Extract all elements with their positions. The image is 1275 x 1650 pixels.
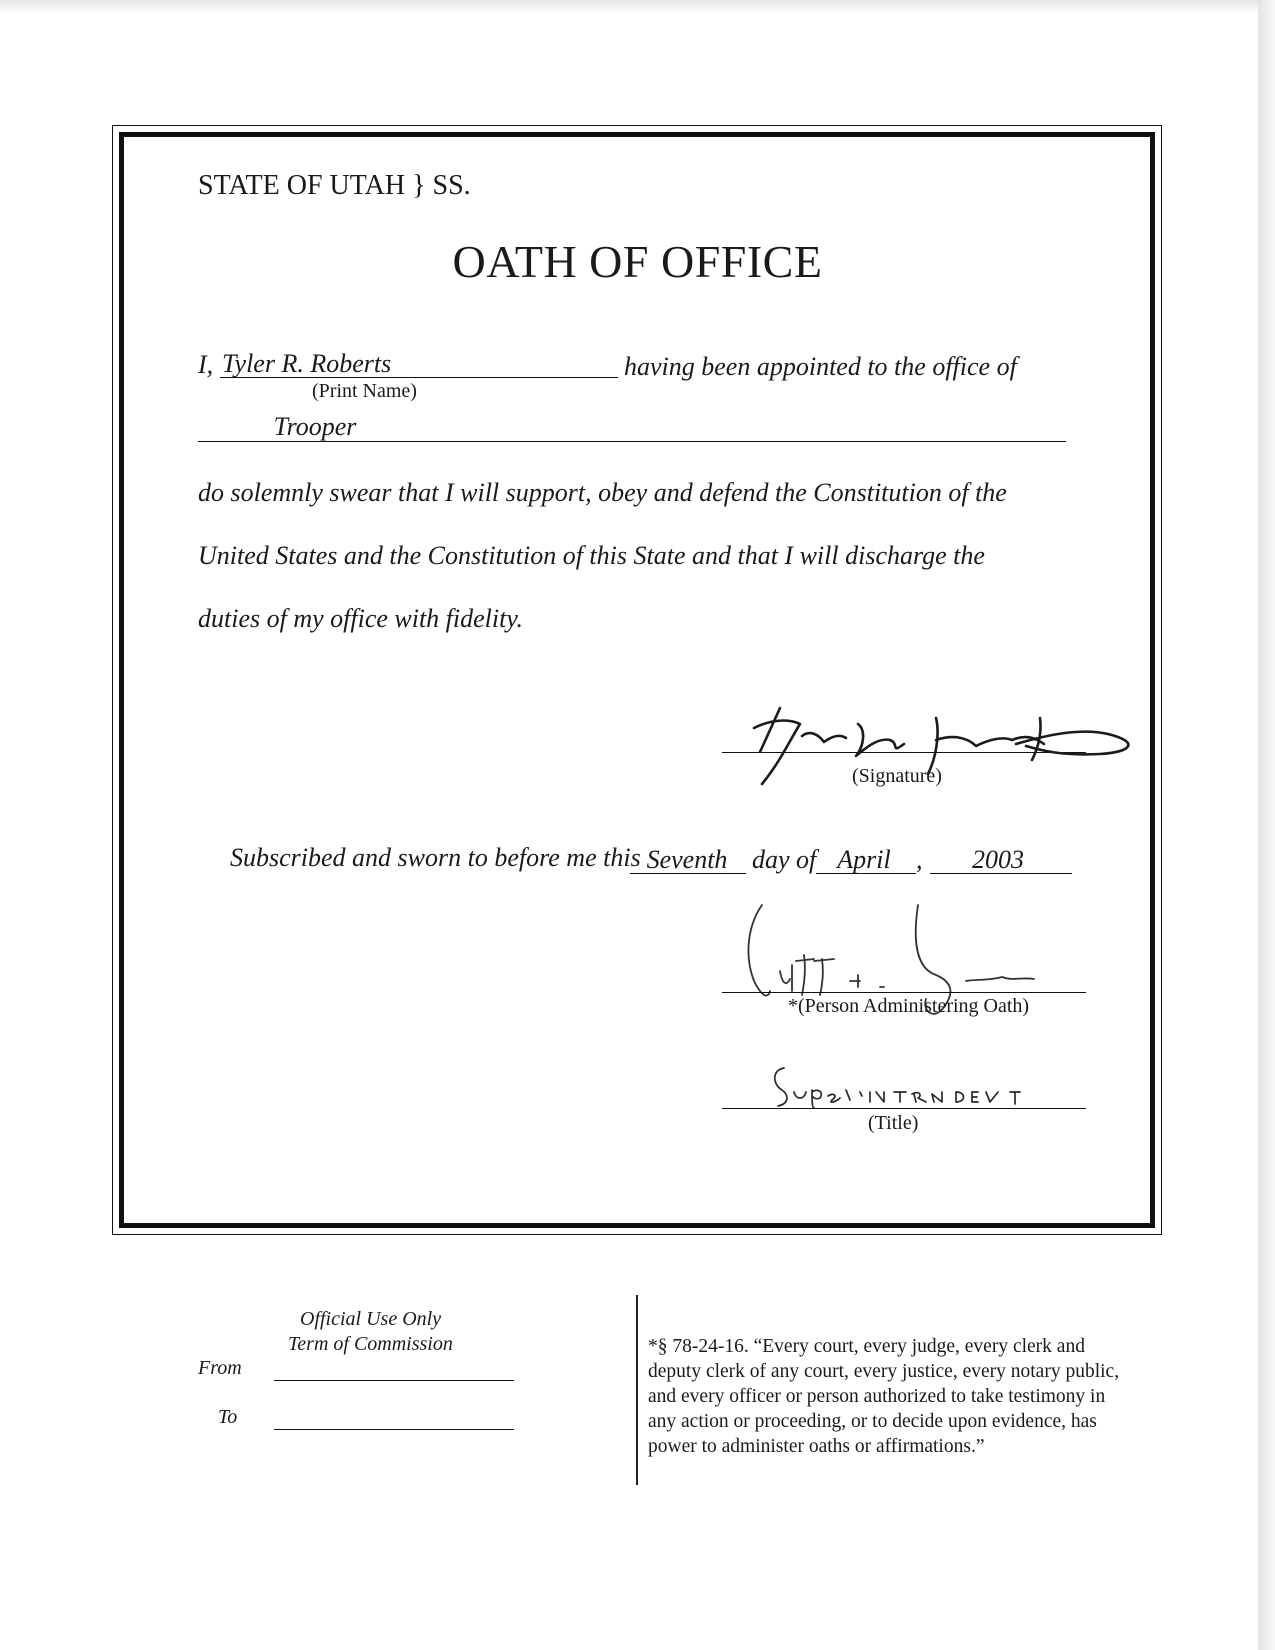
office-line [198, 441, 1066, 442]
document-title: OATH OF OFFICE [452, 236, 823, 287]
title-line [722, 1108, 1086, 1109]
month-value: April [837, 845, 891, 874]
year-value: 2003 [972, 845, 1024, 874]
day-of-text: day of [752, 845, 817, 874]
i-prefix: I, [198, 350, 214, 379]
year-line [930, 873, 1072, 874]
term-label: Term of Commission [288, 1333, 453, 1355]
sworn-prefix: Subscribed and sworn to before me this [230, 843, 641, 872]
to-label: To [218, 1406, 238, 1428]
date-comma: , [916, 845, 923, 874]
name-value: Tyler R. Roberts [222, 349, 392, 378]
having-text: having been appointed to the office of [624, 352, 1017, 381]
month-line [816, 873, 916, 874]
office-value: Trooper [273, 412, 357, 441]
name-line [220, 377, 618, 378]
scan-edge [1258, 0, 1275, 1650]
oath-taker-signature [740, 700, 1160, 790]
signature-label: (Signature) [852, 765, 942, 787]
day-value: Seventh [646, 845, 728, 874]
oath-line-2: United States and the Constitution of this State and that I will discharge the [198, 541, 985, 570]
administrator-label: *(Person Administering Oath) [788, 995, 1030, 1017]
day-line [630, 873, 746, 874]
to-line [274, 1429, 514, 1430]
administrator-line [722, 992, 1086, 993]
title-handwriting [766, 1060, 1046, 1110]
from-line [274, 1380, 514, 1381]
official-use-label: Official Use Only [300, 1308, 442, 1330]
state-line: STATE OF UTAH } SS. [198, 170, 471, 201]
from-label: From [198, 1357, 242, 1379]
statute-text: *§ 78-24-16. “Every court, every judge, every clerk and deputy clerk of any court, every justice, every notary public, and every officer or person authorized to take testimony in any action or proceeding, or to decide upon evidence, has power to administer oaths or affirmations.” [648, 1336, 1120, 1457]
administrator-signature [740, 895, 1100, 1045]
oath-line-3: duties of my office with fidelity. [198, 604, 523, 633]
oath-line-1: do solemnly swear that I will support, obey and defend the Constitution of the [198, 478, 1007, 507]
print-name-label: (Print Name) [312, 380, 417, 402]
footer-divider [636, 1295, 638, 1485]
title-label: (Title) [868, 1112, 919, 1134]
scan-shadow [0, 0, 1260, 14]
